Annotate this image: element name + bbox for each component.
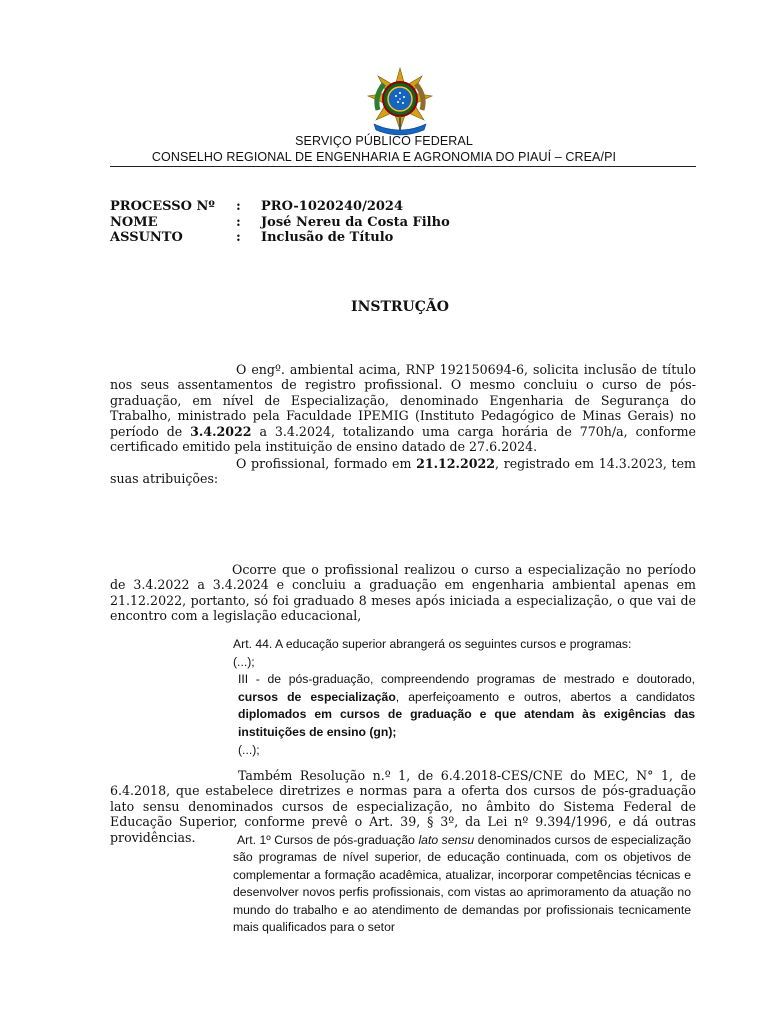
quote-item-iii (233, 671, 695, 741)
document-title: INSTRUÇÃO (351, 299, 449, 315)
quote-line: (...); (233, 654, 255, 669)
quote-text: denominados cursos de especialização são programas de nível superior, de educação continuada, com os objetivos de complementar a formação acadêmica, atualizar, incorporar competências técnicas e desenvolver novos perfis profissionais, com vistas ao aprimoramento da atuação no mundo do trabalho e ao atendimento de demandas por profissionais tecnicamente mais qualificados para o setor (233, 833, 691, 935)
paragraph-issue: Ocorre que o profissional realizou o curso a especialização no período de 3.4.2022 a 3.4.2024 e concluiu a graduação em engenharia ambiental apenas em 21.12.2022, portanto, só foi graduado 8 meses após iniciada a especialização, o que vai de encontro com a legislação educacional, (110, 562, 696, 624)
paragraph-graduation (110, 456, 696, 487)
paragraph-resolution: Também Resolução n.º 1, de 6.4.2018-CES/CNE do MEC, N° 1, de 6.4.2018, que estabelece diretrizes e normas para a oferta dos cursos de pós-graduação lato sensu denominados cursos de especialização, no âmbito do Sistema Federal de Educação Superior, conforme prevê o Art. 39, § 3º, da Lei nº 9.394/1996, e dá outras providências. (110, 768, 696, 845)
quote-bold: cursos de especialização (238, 689, 396, 704)
header-divider (110, 166, 696, 167)
process-number-label: PROCESSO Nº (110, 199, 215, 215)
subject-row (110, 230, 450, 246)
subject-label: ASSUNTO (110, 230, 183, 246)
quote-text: Art. 1º Cursos de pós-graduação (237, 833, 419, 847)
quote-line: Art. 44. A educação superior abrangerá os seguintes cursos e programas: (233, 637, 632, 651)
quote-line: (...); (238, 742, 260, 757)
paragraph-text: , registrado em 14.3.2023, tem suas atribuições: (110, 456, 696, 487)
paragraph-text: a 3.4.2024, totalizando uma carga horária de 770h/a, conforme certificado emitido pela instituição de ensino datado de 27.6.2024. (110, 423, 696, 455)
name-label: NOME (110, 214, 158, 230)
bold-date: 3.4.2022 (190, 423, 252, 439)
paragraph-text: O profissional, formado em (236, 456, 417, 471)
process-info (110, 199, 450, 246)
quote-bold: diplomados em cursos de graduação e que atendam às exigências das instituições de ensino (gn); (238, 707, 695, 739)
subject-value: Inclusão de Título (261, 230, 394, 246)
law-quote (233, 636, 695, 759)
separator: : (236, 214, 241, 230)
header-line-1: SERVIÇO PÚBLICO FEDERAL (295, 134, 473, 148)
name-row (110, 215, 450, 231)
paragraph-text: O engº. ambiental acima, RNP 192150694-6, solicita inclusão de título nos seus assentamentos de registro profissional. O mesmo concluiu o curso de pós-graduação, em nível de Especialização, denominado Engenharia de Segurança do Trabalho, ministrado pela Faculdade IPEMIG (Instituto Pedagógico de Minas Gerais) no período de (110, 362, 696, 439)
quote-italic: lato sensu (418, 833, 475, 847)
quote-text: , aperfeiçoamento e outros, abertos a candidatos (395, 689, 696, 704)
paragraph-request (110, 362, 696, 454)
brazil-coat-of-arms-icon (364, 66, 436, 136)
process-number-row (110, 199, 450, 215)
separator: : (236, 199, 241, 215)
quote-text: III - de pós-graduação, compreendendo programas de mestrado e doutorado, (238, 672, 695, 687)
bold-date: 21.12.2022 (416, 456, 495, 471)
header-line-2: CONSELHO REGIONAL DE ENGENHARIA E AGRONOMIA DO PIAUÍ – CREA/PI (151, 150, 617, 164)
name-value: José Nereu da Costa Filho (261, 214, 450, 230)
process-number-value: PRO-1020240/2024 (261, 199, 404, 215)
separator: : (236, 230, 241, 246)
resolution-quote (233, 832, 691, 936)
